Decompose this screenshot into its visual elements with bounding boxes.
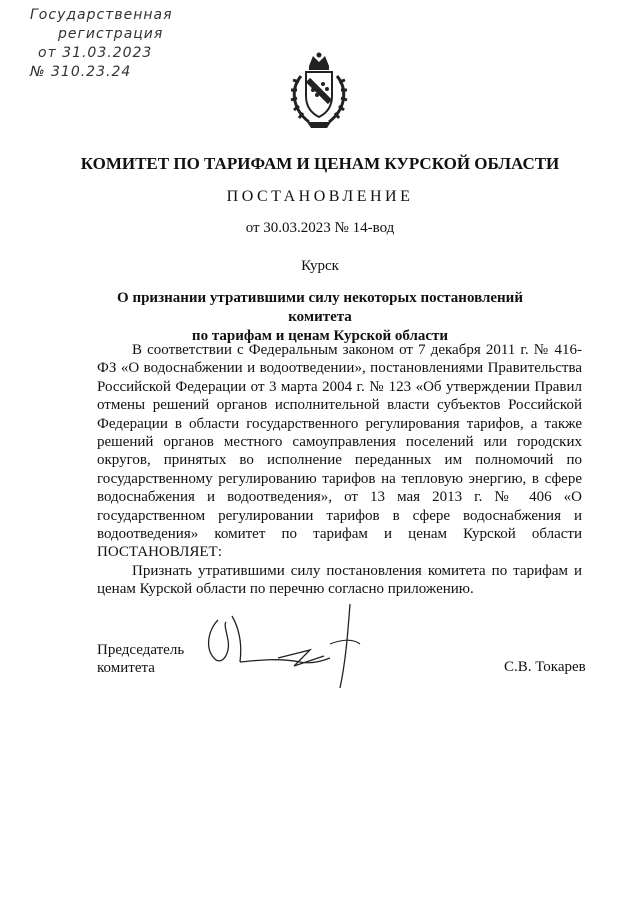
document-type: ПОСТАНОВЛЕНИЕ <box>226 188 414 205</box>
document-subject <box>90 289 550 346</box>
document-body <box>97 341 582 599</box>
registration-note-date: от 31.03.2023 <box>38 45 153 61</box>
subject-line: О признании утратившими силу некоторых постановлений комитета <box>117 290 523 325</box>
committee-title: КОМИТЕТ ПО ТАРИФАМ И ЦЕНАМ КУРСКОЙ ОБЛАСТИ <box>80 154 560 173</box>
handwritten-signature <box>190 600 370 690</box>
signer-position <box>97 641 184 677</box>
signer-position-line: Председатель <box>97 642 185 658</box>
body-paragraph: Признать утратившими силу постановления комитета по тарифам и ценам Курской области по перечню согласно приложению. <box>97 562 582 598</box>
signer-position-line: комитета <box>97 660 155 676</box>
registration-note-number: № 310.23.24 <box>30 64 132 80</box>
body-paragraph: В соответствии с Федеральным законом от 7 декабря 2011 г. № 416-ФЗ «О водоснабжении и водоотведении», постановлениями Правительства Российской Федерации от 3 марта 2004 г. № 123 «Об утверждении Правил отмены решений органов исполнительной власти субъектов Российской Федерации в области государственного регулирования тарифов, а также решений органов местного самоуправления поселений или городских округов, принятых во исполнение переданных им полномочий по государственному регулированию тарифов на тепловую энергию, в сфере водоснабжения и водоотведения», от 13 мая 2013 г. № 406 «О государственном регулировании тарифов в сфере водоснабжения и водоотведения» комитет по тарифам и ценам Курской области ПОСТАНОВЛЯЕТ: <box>97 342 582 561</box>
registration-note-line: Государственная <box>30 7 173 23</box>
coat-of-arms-icon <box>287 50 351 130</box>
subject-line: по тарифам и ценам Курской области <box>191 328 449 344</box>
document-city: Курск <box>301 258 339 274</box>
signer-name: С.В. Токарев <box>504 659 586 675</box>
registration-note-line: регистрация <box>58 26 164 42</box>
document-date-number: от 30.03.2023 № 14-вод <box>245 220 395 236</box>
registration-handwritten-note <box>30 6 250 82</box>
